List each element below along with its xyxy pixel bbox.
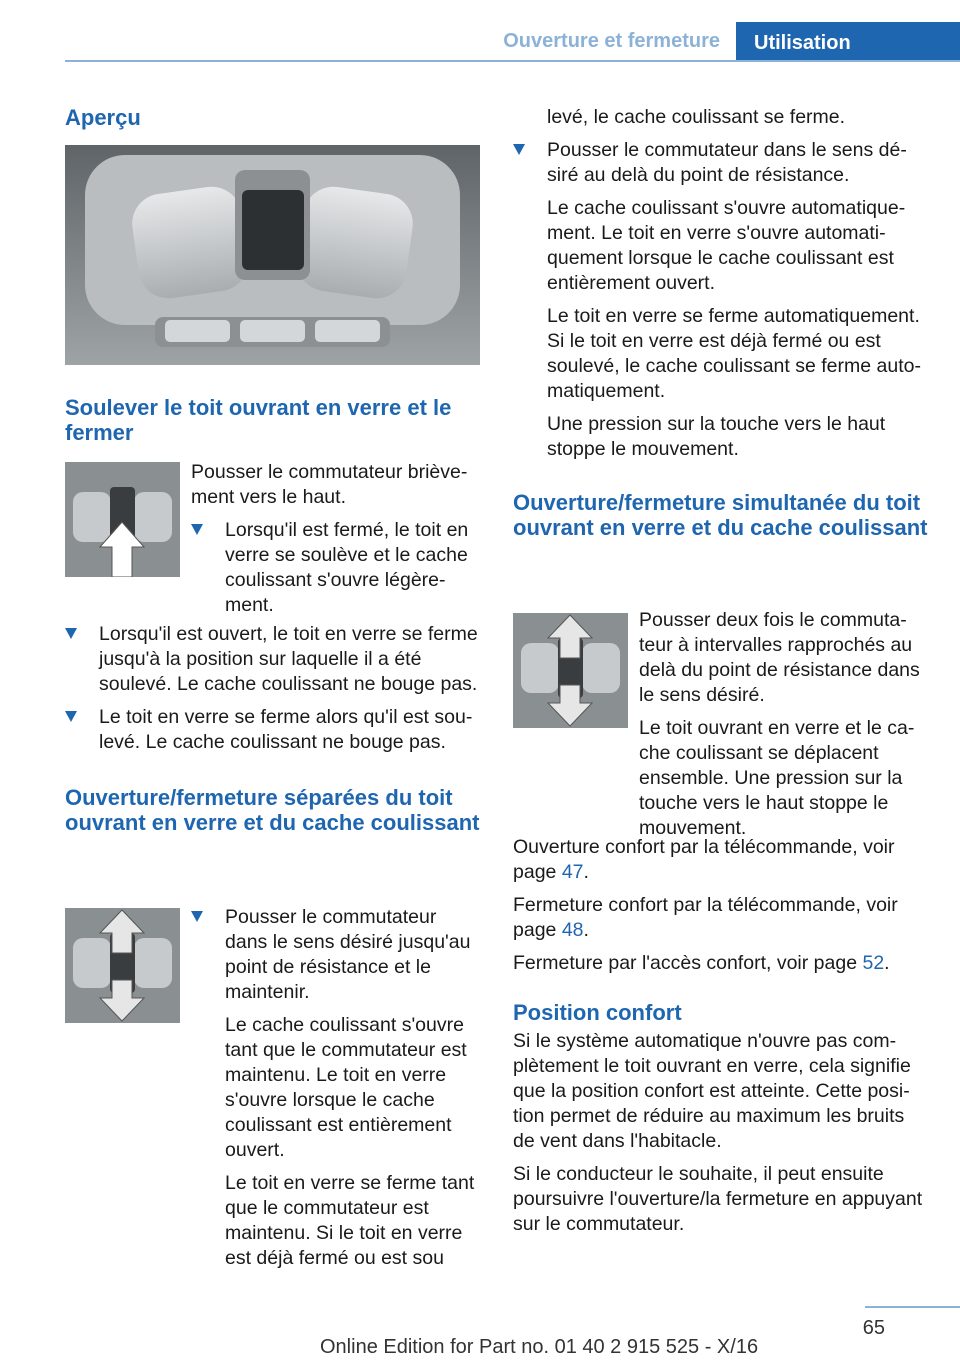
bullet-item-ouvert [65,622,480,697]
paragraph-ouverture-telecommande: Ouverture confort par la télécommande, voir page 47. [513,836,895,883]
bullet-text: Pousser le commutateur dans le sens désiré au delà du point de résistance. [547,139,907,186]
acces-text: Fermeture par l'accès confort, voir page [513,952,863,974]
paragraph-acces-confort: Fermeture par l'accès confort, voir page 52. [513,952,890,974]
paragraph-toit-ferme: Le toit en verre se ferme tant que le commutateur est maintenu. Si le toit en verre est déjà fermé ou est sou [225,1172,475,1269]
heading-apercu: Aperçu [65,105,141,130]
bullet-item-souleve [65,705,480,755]
page-link-48[interactable]: 48 [561,919,584,941]
header-tab-utilisation[interactable]: Utilisation [736,22,960,62]
paragraph-deux-fois: Pousser deux fois le commutateur à intervalles rapprochés au delà du point de résistance dans le sens désiré. [639,609,920,706]
paragraph-pousser: Pousser le commutateur brièvement vers le haut. [191,461,468,508]
paragraph-fermeture-telecommande: Fermeture confort par la télécommande, voir page 48. [513,894,898,941]
paragraph-auto-ouvre: Le cache coulissant s'ouvre automatiquement. Le toit en verre s'ouvre automatiquement lorsque le cache coulissant est entièrement ouvert. [547,197,906,294]
fermeture-text: Fermeture confort par la télécommande, voir page [513,894,898,941]
left-column-body [65,395,480,445]
paragraph-position-2: Si le conducteur le souhaite, il peut ensuite poursuivre l'ouverture/la fermeture en appuyant sur le commutateur. [513,1163,923,1235]
bullet-triangle-icon [191,911,203,922]
right-column-links [513,835,928,1237]
footer-rule [865,1306,960,1308]
right-text-beside-photo [639,608,929,708]
bullet-triangle-icon [65,628,77,639]
header-rule [65,60,960,62]
right-column [513,105,928,540]
bullet-item-pousser-commutateur [191,905,481,1005]
left-column [65,105,480,130]
footer-edition: Online Edition for Part no. 01 40 2 915 525 - X/16 [320,1336,759,1358]
bullet-triangle-icon [191,524,203,535]
paragraph-position-1: Si le système automatique n'ouvre pas complètement le toit ouvrant en verre, cela signifie que la position confort est atteinte. Cette position permet de réduire au maximum les bruits de vent dans l'habitacle. [513,1030,911,1152]
left-column-text-beside-photo [191,460,481,618]
bullet-triangle-icon [65,711,77,722]
paragraph-auto-ferme: Le toit en verre se ferme automatiquement. Si le toit en verre est déjà fermé ou est soulevé, le cache coulissant se ferme automatiquement. [547,305,921,402]
bullet-item-ferme [191,518,481,618]
page-link-47[interactable]: 47 [561,861,584,883]
switch-updown-photo [65,908,180,1023]
page-link-52[interactable]: 52 [862,952,885,974]
bullet-text: Pousser le commutateur dans le sens désiré jusqu'au point de résistance et le maintenir. [225,906,471,1003]
left-bullets [65,622,480,835]
paragraph-continuation: levé, le cache coulissant se ferme. [547,106,846,128]
switch-up-photo [65,462,180,577]
heading-soulever: Soulever le toit ouvrant en verre et le fermer [65,395,452,445]
bullet-triangle-icon [513,144,525,155]
heading-simultanee: Ouverture/fermeture simultanée du toit ouvrant en verre et du cache coulissant [513,490,928,540]
right-column-lower [513,716,928,841]
bullet-item-sens-desire [513,138,928,188]
paragraph-ensemble [513,716,928,841]
page-number: 65 [862,1317,885,1339]
switch-double-photo [513,613,628,728]
heading-separees: Ouverture/fermeture séparées du toit ouvrant en verre et du cache coulissant [65,785,480,835]
header-section-title: Ouverture et fermeture [503,30,720,52]
bullet-text: Lorsqu'il est fermé, le toit en verre se soulève et le cache coulissant s'ouvre légèrement. [225,519,469,616]
paragraph-ensemble-text: Le toit ouvrant en verre et le cache coulissant se déplacent ensemble. Une pression sur la touche vers le haut stoppe le mouvement. [639,717,915,839]
ouverture-text: Ouverture confort par la télécommande, voir page [513,836,895,883]
left-text-separees [191,905,481,1271]
paragraph-cache-ouvre: Le cache coulissant s'ouvre tant que le commutateur est maintenu. Le toit en verre s'ouvre lorsque le cache coulissant est entièrement ouvert. [225,1014,467,1161]
bullet-text: Lorsqu'il est ouvert, le toit en verre se ferme jusqu'à la position sur laquelle il a été soulevé. Le cache coulissant ne bouge pas. [99,623,478,695]
heading-position-confort: Position confort [513,1000,682,1025]
bullet-text: Le toit en verre se ferme alors qu'il est soulevé. Le cache coulissant ne bouge pas. [99,706,473,753]
overhead-console-photo [65,145,480,365]
paragraph-pression: Une pression sur la touche vers le haut stoppe le mouvement. [547,413,886,460]
